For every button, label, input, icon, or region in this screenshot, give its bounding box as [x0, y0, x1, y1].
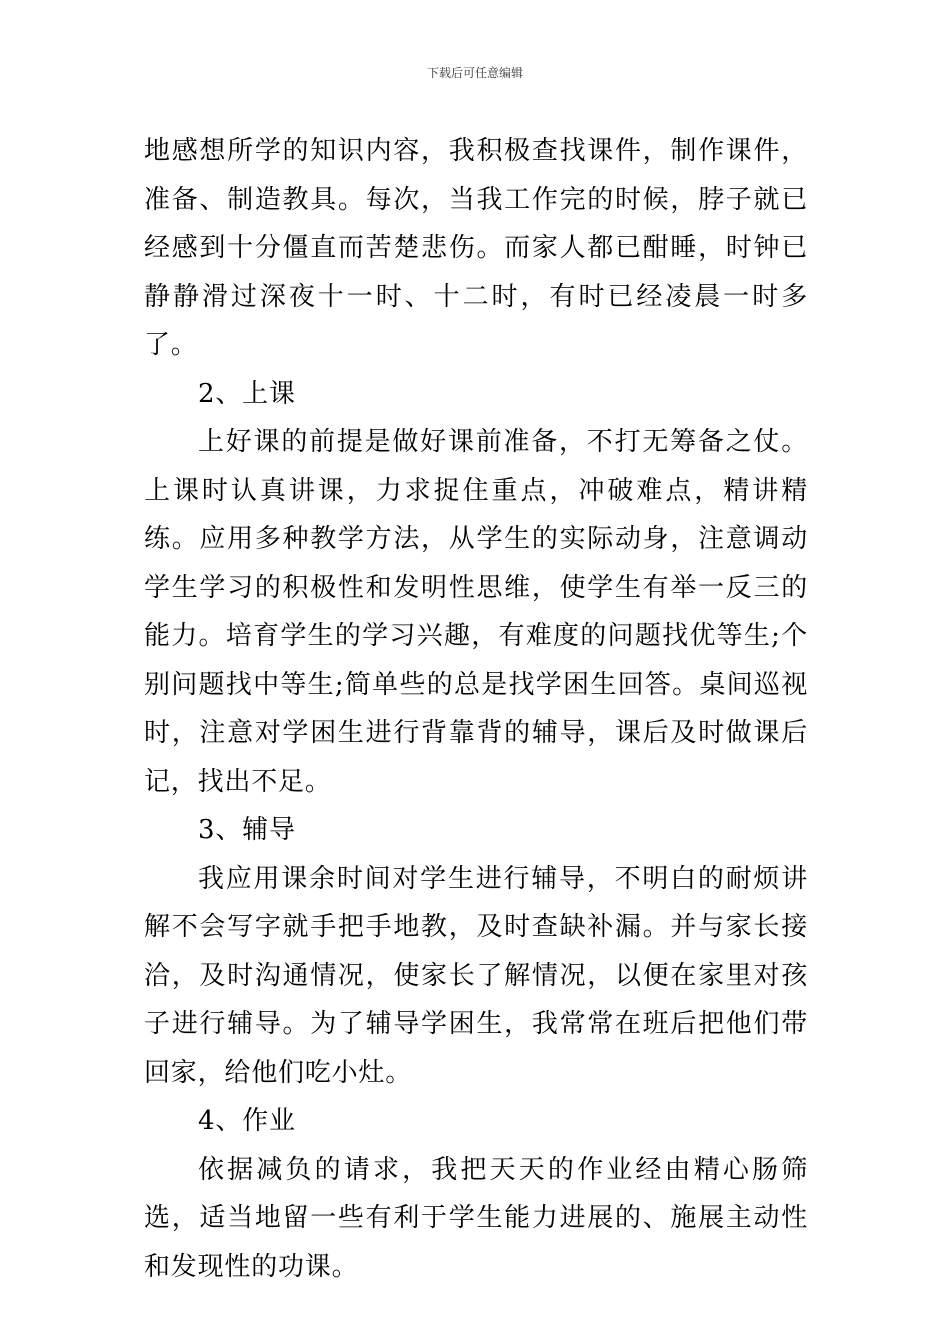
document-body: [144, 127, 808, 1291]
section-heading-homework: 4、作业: [198, 1106, 296, 1136]
paragraph-homework: 依据减负的请求，我把天天的作业经由精心肠筛选，适当地留一些有利于学生能力进展的、施展主动性和发现性的功课。: [144, 1154, 808, 1282]
header-note: 下载后可任意编辑: [426, 66, 523, 80]
paragraph-class: 上好课的前提是做好课前准备，不打无筹备之仗。上课时认真讲课，力求捉住重点，冲破难点，精讲精练。应用多种教学方法，从学生的实际动身，注意调动学生学习的积极性和发明性思维，使学生有举一反三的能力。培育学生的学习兴趣，有难度的问题找优等生;个别问题找中等生;简单些的总是找学困生回答。桌间巡视时，注意对学困生进行背靠背的辅导，课后及时做课后记，找出不足。: [144, 427, 808, 797]
paragraph-tutoring: 我应用课余时间对学生进行辅导，不明白的耐烦讲解不会写字就手把手地教，及时查缺补漏。并与家长接洽，及时沟通情况，使家长了解情况，以便在家里对孩子进行辅导。为了辅导学困生，我常常在班后把他们带回家，给他们吃小灶。: [144, 863, 808, 1088]
section-heading-tutoring: 3、辅导: [198, 815, 296, 845]
section-heading-class: 2、上课: [198, 378, 296, 409]
paragraph-continuation: 地感想所学的知识内容，我积极查找课件，制作课件，准备、制造教具。每次，当我工作完的时候，脖子就已经感到十分僵直而苦楚悲伤。而家人都已酣睡，时钟已静静滑过深夜十一时、十二时，有时已经凌晨一时多了。: [144, 136, 808, 360]
